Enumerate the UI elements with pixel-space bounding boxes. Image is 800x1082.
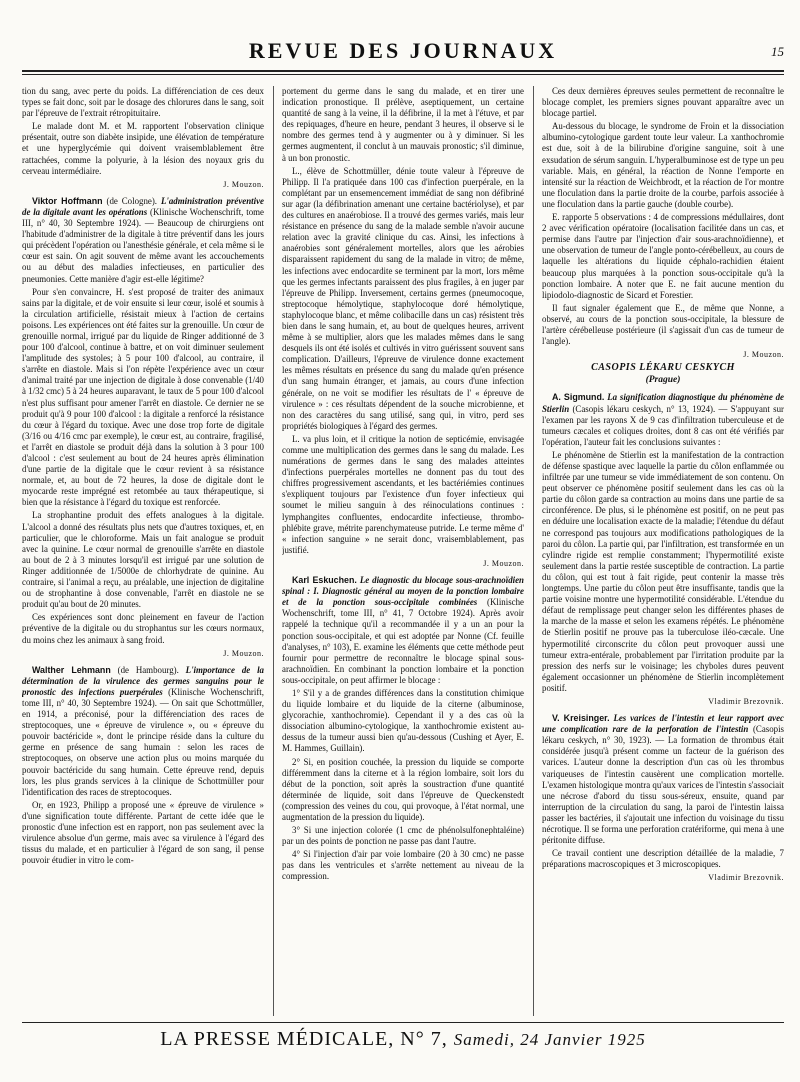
article-author-origin: (de Hambourg). [110,664,186,675]
article-body: (Casopis lékaru ceskych, n° 30, 1923). — La formation de thrombus était considérée jusqu'à présent comme un facteur de la guérison des varices. L'auteur donne la description d'un cas où les thrombus variqueuses de l'intestin causèrent une complication mortelle. L'examen histologique montra qu'aux varices de l'intestin s'associait une nécrose d'abord du tissu sous-séreux, ensuite, quand par interruption de la circulation du sang, la paroi de l'intestin laissa passer les bactéries, il s'ajoutait une infection du voisinage du tissu nécrotique. Il se forma une perforation cratériforme, qui mena à une péritonite diffuse. [542,724,784,846]
article-paragraph [22,196,264,285]
paragraph: Le phénomène de Stierlin est la manifestation de la contraction de défense spastique avec laquelle la partie du côlon enflammée ou infiltrée par une tumeur se vide immédiatement de son contenu. On peut observer ce phénomène positif seulement dans les cas où la partie du côlon garde sa contraction au moins dans une partie de sa circonférence. De plus, si le phénomène est positif, on ne peut pas en déduire une localisation exacte de la maladie; l'étendue du défaut ne correspond pas toujours aux modifications pathologiques de la paroi du côlon. La partie qui, par l'infiltration, est transformée en un cylindre rigide est remplie constamment; l'hypermotilité existe seulement dans la partie restée susceptible de contraction. La partie du côlon, qui est tout à fait rigide, peut contenir la masse très longtemps. Une partie du côlon peut être insuffisante, tandis que la partie voisine montre une hypermotilité considérable. L'étendue du défaut de remplissage peut changer selon les différentes phases de la marche de la masse et selon les examens répétés. Le phénomène de Stierlin positif ne prouve pas la tuberculose iléo-cæcale. Une hypermotilité circonscrite du côlon peut provoquer aussi une tumeur extra-entérale, probablement par l'irritation produite par la pression des nerfs sur le voisinage; les chyboles dures peuvent également occasionner un phénomène de Stierlin incomplètement positif. [542,449,784,693]
paragraph: La strophantine produit des effets analogues à la digitale. L'alcool a donné des résultats plus nets que d'autres toxiques, et, en particulier, que le chloroforme. Mais un fait analogue se produit avec la quinine. Le cœur normal de grenouille s'arrête en diastole au bout de 2 à 3 minutes lorsqu'il est irrigué par une solution de Ringer additionnée de 1/5000e de chlorhydrate de quinine. Au contraire, si l'animal a reçu, au préalable, une injection de digitaline ou de strophantine à dose convenable, l'arrêt en diastole ne se produit qu'au bout de 20 minutes. [22,510,264,610]
column-divider [533,86,534,1016]
article-paragraph [282,575,524,686]
article-body: (Casopis lékaru ceskych, n° 13, 1924). — S'appuyant sur l'examen par les rayons X de 9 cas d'infiltration tuberculeuse et de tumeurs cæcales et coliques droites, dont 8 cas ont été vérifiés par l'opération, l'auteur fait les conclusions suivantes : [542,403,784,447]
footer-number: N° 7, [400,1028,448,1050]
page-footer [22,1028,784,1051]
article-body: (Klinische Wochenschrift, tome III, n° 40, 30 Septembre 1924). — Beaucoup de chirurgiens ont l'habitude d'administrer de la digitale à titre préventif dans les jours qui précèdent l'opération ou l'anesthésie générale, et cela même si le cœur est sain. On agit souvent de même avant les accouchements ou au début des maladies infectieuses, en particulier des pneumonies. Cette manière d'agir est-elle légitime? [22,206,264,284]
article-author: Karl Eskuchen. [292,575,357,586]
paragraph: tion du sang, avec perte du poids. La différenciation de ces deux types se fait donc, soit par le dosage des chlorures dans le sang, soit par l'épreuve de l'extrait rétropituitaire. [22,86,264,119]
article-paragraph [542,713,784,846]
footer-date: Samedi, 24 Janvier 1925 [453,1030,646,1049]
author-signature: Vladimir Brezovnik. [708,696,784,706]
paragraph: 3° Si une injection colorée (1 cmc de phénolsulfonephtaléine) par un des points de ponction ne passe pas dant l'autre. [282,825,524,847]
paragraph: Or, en 1923, Philipp a proposé une « épreuve de virulence » d'une signification toute différente. Partant de cette idée que le pronostic d'une infection est en rapport, non pas seulement avec la virulence absolue d'un germe, mais avec sa virulence à l'égard des tissus du malade, et en particulier à l'égard de son sang, il pense pouvoir étudier in vitro le com- [22,799,264,866]
paragraph: Ce travail contient une description détaillée de la maladie, 7 préparations macroscopiques et 3 microscopiques. [542,848,784,870]
article-title: L'importance de la détermination de la virulence des germes sanguins pour le pronostic des infections puerpérales [22,664,264,697]
article-title: L'administration préventive de la digitale avant les opérations [22,195,264,217]
article-body: (Klinische Wochenschrift, tome III, n° 40, 30 Septembre 1924). — On sait que Schottmüller, en 1914, a préconisé, pour la différenciation des races de streptocoques, une « épreuve de virulence », ou « épreuve du pouvoir bactéricide », dont le principe réside dans la culture du germe en présence de sang humain : selon les races de streptocoques, on observe une action plus ou moins marquée du pouvoir bactéricide du sang humain. Cette épreuve rend, depuis lors, les plus grands services à la clinique de Schottmüller pour l'identification des races de streptocoques. [22,686,264,797]
journal-heading: CASOPIS LÉKARU CESKYCH [591,362,735,374]
article-author: A. Sigmund. [552,392,605,403]
author-signature: J. Mouzon. [743,350,784,360]
paragraph: E. rapporte 5 observations : 4 de compressions médullaires, dont 2 avec vérification opératoire (localisation facilitée dans un cas, et permise dans l'autre par l'injection d'air sous-arachnoïdienne), et une observation de tumeur de l'angle ponto-cérébelleux, au cours de laquelle les altérations du liquide céphalo-rachidien étaient beaucoup plus marquées à la ponction sous-occipitale qu'à la ponction lombaire. A noter que E. ne fait aucune mention du lipiodolo-diagnostic de Sicard et Forestier. [542,212,784,300]
paragraph: Ces expériences sont donc pleinement en faveur de l'action préventive de la digitale ou du strophantus sur les cœurs normaux, du moins chez les animaux à sang froid. [22,612,264,645]
running-title: REVUE DES JOURNAUX [248,38,558,63]
author-signature: J. Mouzon. [223,648,264,658]
paragraph: 2° Si, en position couchée, la pression du liquide se comporte différemment dans la citerne et à la région lombaire, soit lors du début de la ponction, soit après la soustraction d'une quantité déterminée de liquide, soit dans l'épreuve de Queckenstedt (compression des veines du cou, qui provoque, à l'état normal, une augmentation de la pression du liquide). [282,756,524,822]
page-header [22,38,784,66]
paragraph: portement du germe dans le sang du malade, et en tirer une indication pronostique. Il prélève, aseptiquement, un certaine quantité de sang à la veine, il la défibrine, il la met à l'étuve, et par des repiquages, d'heure en heure, pendant 3 heures, il observe si le nombre des germes tend à y augmenter ou à y diminuer. Si les germes augmentent, il conclut à un mauvais pronostic; s'il diminue, à un bon pronostic. [282,86,524,163]
journal-city: (Prague) [645,375,681,386]
column-1 [22,86,264,1016]
paragraph: L., élève de Schottmüller, dénie toute valeur à l'épreuve de Philipp. Il l'a pratiquée dans 100 cas d'infection puerpérale, en la complétant par un ensemencement immédiat de sang non défibriné sur agar (la défibrination amenant une certaine bactériolyse), et par des cultures en anaérobiose. Il a trouvé des germes variés, mais leur résistance en présence du sang de la malade semble n'avoir aucune relation avec la gravité clinique du cas. Ainsi, les infections à anaérobies sont généralement mortelles, alors que les aérobies disparaissent rapidement du sang de la malade in vitro; de même, les infections avec endocardite se terminent par la mort, lors même que les germes infectants paraissent des plus fragiles, à en juger par l'épreuve de Philipp. Inversement, certains germes (pneumocoque, streptocoque hémolytique, staphylocoque doré hémolytique, staphylocoque blanc, et même colibacille dans un cas) résistent très bien dans le sang humain, et, au bout de quelques heures, arrivent même à se multiplier, alors que les malades mêmes dans le sang desquels ils ont été isolés et cultivés in vitro guérissent souvent sans complication. D'ailleurs, l'épreuve de virulence donne exactement les mêmes résultats en présence du sang du malade qu'en présence d'un sang humain étranger, et jamais, au cours d'une infection générale, on ne voit se modifier les résultats de l' « épreuve de virulence » : ces résultats dépendent de la souche microbienne, et non des caractères du sang utilisé, sang qui, in vitro, perd ses propriétés biologiques à l'égard des germes. [282,165,524,431]
header-rule-thin [22,74,784,75]
page-number: 15 [771,44,784,59]
paragraph: Pour s'en convaincre, H. s'est proposé de traiter des animaux sains par la digitale, et de voir ensuite si leur cœur, isolé et soumis à la circulation artificielle, résistait mieux à l'action de certains poisons. Les expériences ont été faites sur la grenouille. Un cœur de grenouille normal, irrigué par du liquide de Ringer additionné de 3 pour 100 d'alcool, continue à battre, et on voit diminuer seulement l'amplitude des systoles; à 5 pour 100 d'alcool, au contraire, il s'arrête en diastole. Mais si l'on répète l'expérience avec un cœur d'animal traité par une injection de digitale à dose convenable (1/40 à 1/32 cmc) 5 à 24 heures auparavant, le taux de 5 pour 100 d'alcool n'est plus suffisant pour amener l'arrêt en diastole. Ce dernier ne se produit qu'à 9 pour 100 d'alcool : la digitale a renforcé la résistance du cœur à l'égard du toxique. Avec une dose trop forte de digitale (3/16 ou 4/16 cmc par exemple), le cœur est, au contraire, fragilisé, et l'arrêt en diastole se produit déjà dans la solution à 3 pour 100 d'alcool : c'est seulement au bout de 24 heures après élimination d'une partie de la digitale que le cœur revient à sa résistance normale, et, au bout de 72 heures, la dose de digitale dont le myocarde reste imprégné est retombée au taux thérapeutique, si bien que la résistance à l'égard du toxique est renforcée. [22,286,264,508]
article-author: V. Kreisinger. [552,713,610,724]
paragraph: L. va plus loin, et il critique la notion de septicémie, envisagée comme une multiplication des germes dans le sang du malade. Les numérations de germes dans le sang des malades atteintes d'infections puerpérales mortelles ne donnent pas du tout des chiffres progressivement ascendants, et les bactériémies continues s'expliquent toujours par l'existence d'un foyer infectieux qui soumet le milieu sanguin à des réinoculations continues : lymphangites confluentes, endocardite infectieuse, thrombo-phlébite grave, métrite parenchymateuse putride. Le terme même d' « infection sanguine » ne serait donc, vraisemblablement, pas justifié. [282,433,524,555]
article-title: La signification diagnostique du phénomène de Stierlin [542,392,784,414]
author-signature: Vladimir Brezovnik. [708,873,784,883]
article-paragraph [22,665,264,798]
article-title: Le diagnostic du blocage sous-arachnoïdien spinal : I. Diagnostic général au moyen de la ponction lombaire et de la ponction sous-occipitale combinées [282,575,524,608]
column-2 [282,86,524,1016]
paragraph: 4° Si l'injection d'air par voie lombaire (20 à 30 cmc) ne passe pas dans les ventricules et s'arrête nettement au niveau de la compression. [282,849,524,882]
paragraph: Au-dessous du blocage, le syndrome de Froin et la dissociation albumino-cytologique gardent toute leur valeur. La xanthochromie est due, soit à de la bilirubine d'origine sanguine, soit à une exsudation de sérum sanguin. L'hyperalbuminose est de type un peu variable. Mais, en général, la réaction de Nonne l'emporte en intensité sur la réaction de Weichbrodt, et la réaction de l'or montre une floculation dans la partie droite de la courbe, parfois associée à une floculation dans la partie gauche (double courbe). [542,121,784,209]
paragraph: 1° S'il y a de grandes différences dans la constitution chimique du liquide lombaire et du liquide de la citerne (albuminose, glycorachie, xanthochromie). Cependant il y a des cas où la dissociation albumino-cytologique, la xanthochromie existent au-dessus de la tumeur aussi bien qu'au-dessous (Cushing et Ayer, E. M. Hammes, Guillain). [282,687,524,754]
paragraph: Il faut signaler également que E., de même que Nonne, a observé, au cours de la ponction sous-occipitale, la blessure de l'artère cérébelleuse postérieure (il s'agissait d'un cas de tumeur de l'angle). [542,302,784,347]
column-divider [273,86,274,1016]
footer-rule [22,1022,784,1023]
header-rule [22,70,784,72]
author-signature: J. Mouzon. [223,179,264,189]
article-body: (Klinische Wochenschrift, tome III, n° 41, 7 Octobre 1924). Après avoir rappelé la technique qu'il a recommandée il y a un an pour la ponction sous-occipitale, et qui est adoptée par Nonne (Cf. feuille d'analyses, n° 103), E. examine les éléments que cette méthode peut fournir pour permettre de reconnaître le blocage spinal sous-arachnoïdien. En combinant la ponction lombaire et la ponction sous-occipitale, on peut affirmer le blocage : [282,597,524,685]
paragraph: Le malade dont M. et M. rapportent l'observation clinique présentait, outre son diabète insipide, une élévation de température et une hyperglycémie qui doivent vraisemblablement être rattachées, comme la polyurie, à la lésion des noyaux gris du cerveau intermédiaire. [22,121,264,176]
column-3 [542,86,784,1016]
article-author-origin: (de Cologne). [102,195,161,206]
paragraph: Ces deux dernières épreuves seules permettent de reconnaître le blocage complet, les premiers signes pouvant apparaître avec un blocage partiel. [542,86,784,119]
footer-journal: LA PRESSE MÉDICALE, [160,1028,395,1050]
article-paragraph [542,392,784,447]
article-author: Walther Lehmann [32,664,111,675]
author-signature: J. Mouzon. [483,558,524,568]
article-author: Viktor Hoffmann [32,195,103,206]
article-title: Les varices de l'intestin et leur rapport avec une complication rare de la perforation de l'intestin [542,713,784,735]
